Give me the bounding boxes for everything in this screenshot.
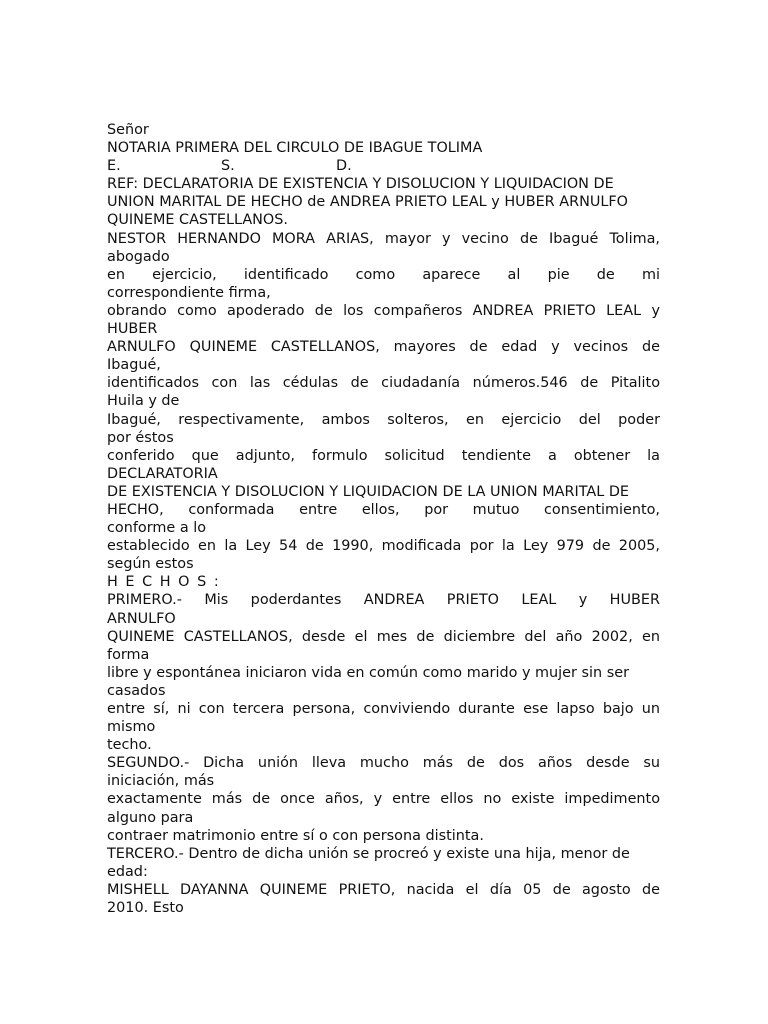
text-line: contraer matrimonio entre sí o con persona distinta. [107, 827, 484, 844]
text-line: entre sí, ni con tercera persona, conviviendo durante ese lapso bajo un [107, 701, 660, 717]
reference-line: QUINEME CASTELLANOS. [107, 212, 288, 229]
text-line: 2010. Esto [107, 900, 184, 917]
text-line: NESTOR HERNANDO MORA ARIAS, mayor y vecino de Ibagué Tolima, [107, 230, 660, 247]
esd-d: D. [336, 158, 352, 175]
text-line: casados [107, 682, 166, 699]
text-line: ARNULFO QUINEME CASTELLANOS, mayores de edad y vecinos de [107, 339, 660, 356]
esd-line [107, 157, 660, 175]
text-line: iniciación, más [107, 773, 215, 790]
text-line: MISHELL DAYANNA QUINEME PRIETO, nacida el día 05 de agosto de [107, 881, 660, 898]
salutation: Señor [107, 122, 149, 138]
text-line: QUINEME CASTELLANOS, desde el mes de diciembre del año 2002, en [107, 628, 660, 645]
text-line: HUBER [107, 321, 158, 338]
text-line: alguno para [107, 809, 194, 826]
text-line: identificados con las cédulas de ciudadanía números.546 de Pitalito [107, 375, 660, 392]
text-line: Huila y de [107, 393, 180, 410]
text-line: Ibagué, respectivamente, ambos solteros, en ejercicio del poder [107, 411, 660, 428]
text-line: obrando como apoderado de los compañeros ANDREA PRIETO LEAL y [107, 302, 660, 319]
text-line: según estos [107, 556, 194, 573]
reference-line: REF: DECLARATORIA DE EXISTENCIA Y DISOLUCION Y LIQUIDACION DE [107, 176, 614, 193]
hechos-heading: HECHOS: [107, 574, 227, 591]
text-line: PRIMERO.- Mis poderdantes ANDREA PRIETO LEAL y HUBER [107, 592, 660, 609]
esd-s: S. [221, 158, 235, 175]
addressee: NOTARIA PRIMERA DEL CIRCULO DE IBAGUE TOLIMA [107, 140, 483, 157]
text-line: correspondiente firma, [107, 284, 271, 301]
reference-line: UNION MARITAL DE HECHO de ANDREA PRIETO LEAL y HUBER ARNULFO [107, 194, 629, 211]
text-line: edad: [107, 863, 148, 880]
text-line: techo. [107, 737, 152, 754]
text-line: abogado [107, 248, 170, 265]
text-line: DE EXISTENCIA Y DISOLUCION Y LIQUIDACION DE LA UNION MARITAL DE [107, 483, 629, 500]
facts-section [107, 591, 660, 917]
body-paragraph [107, 230, 660, 574]
text-line: libre y espontánea iniciaron vida en común como marido y mujer sin ser [107, 664, 629, 681]
text-line: forma [107, 646, 150, 663]
esd-e: E. [107, 158, 121, 175]
text-line: SEGUNDO.- Dicha unión lleva mucho más de dos años desde su [107, 755, 660, 772]
text-line: exactamente más de once años, y entre ellos no existe impedimento [107, 791, 660, 808]
text-line: conferido que adjunto, formulo solicitud tendiente a obtener la [107, 447, 660, 464]
text-line: establecido en la Ley 54 de 1990, modificada por la Ley 979 de 2005, [107, 538, 660, 555]
text-line: Ibagué, [107, 357, 161, 374]
text-line: por éstos [107, 429, 174, 446]
text-line: conforme a lo [107, 520, 207, 537]
text-line: TERCERO.- Dentro de dicha unión se procreó y existe una hija, menor de [107, 845, 630, 862]
document-page [107, 121, 660, 917]
text-line: DECLARATORIA [107, 465, 218, 482]
text-line: mismo [107, 719, 156, 736]
text-line: en ejercicio, identificado como aparece al pie de mi [107, 266, 660, 283]
text-line: HECHO, conformada entre ellos, por mutuo consentimiento, [107, 501, 660, 518]
text-line: ARNULFO [107, 610, 176, 627]
